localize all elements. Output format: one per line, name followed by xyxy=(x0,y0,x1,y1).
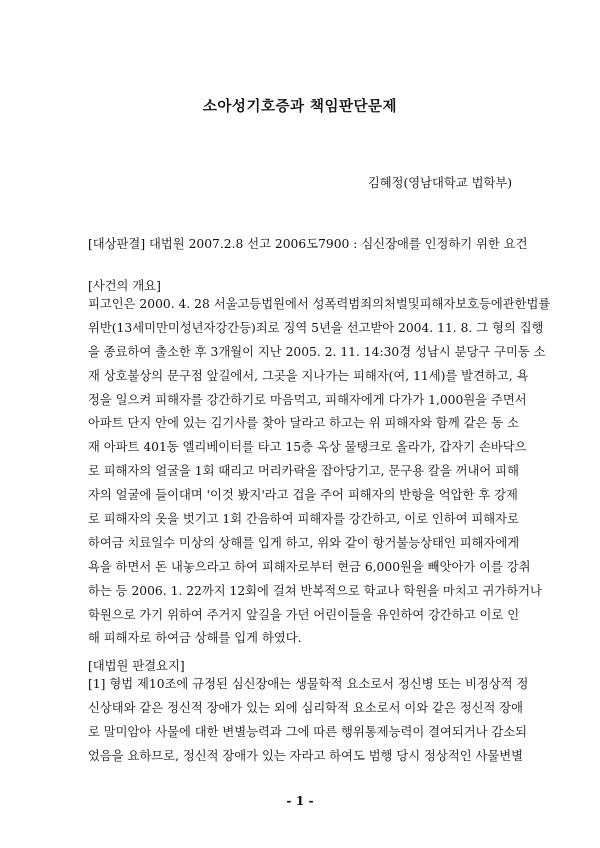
case-reference: [대상판결] 대법원 2007.2.8 선고 2006도7900 : 심신장애를 인정하기 위한 요건 xyxy=(88,237,528,251)
text-line: 자의 얼굴에 들이대며 '이것 봤지'라고 겁을 주어 피해자의 반항을 억압한 후 강제 xyxy=(88,488,518,503)
author-line: 김혜정(영남대학교 법학부) xyxy=(367,176,512,190)
text-line: [1] 형법 제10조에 규정된 심신장애는 생물학적 요소로서 정신병 또는 비정상적 정 xyxy=(88,677,529,691)
text-line: 을 종료하여 출소한 후 3개월이 지난 2005. 2. 11. 14:30경 성남시 분당구 구미동 소 xyxy=(88,344,546,359)
text-line: 하는 등 2006. 1. 22까지 12회에 걸쳐 반복적으로 학교나 학원을 마치고 귀가하거나 xyxy=(88,583,542,598)
text-line: 하여금 치료일수 미상의 상해를 입게 하고, 위와 같이 항거불능상태인 피해자에게 xyxy=(88,535,520,550)
text-line: 로 피해자의 얼굴을 1회 때리고 머리카락을 잡아당기고, 문구용 칼을 꺼내어 피해 xyxy=(88,464,519,479)
text-line: 학원으로 가기 위하여 주거지 앞길을 가던 어린이들을 유인하여 강간하고 이로 인 xyxy=(88,607,520,622)
text-line: 로 말미암아 사물에 대한 변별능력과 그에 따른 행위통제능력이 결여되거나 감소되 xyxy=(88,724,528,739)
document-title: 소아성기호증과 책임판단문제 xyxy=(202,98,398,115)
text-line: 재 아파트 401동 엘리베이터를 타고 15층 옥상 물탱크로 올라가, 갑자기 손바닥으 xyxy=(88,440,527,455)
text-line: 아파트 단지 안에 있는 김기사를 찾아 달라고 하고는 위 피해자와 함께 같은 동 소 xyxy=(88,416,519,431)
text-line: 신상태와 같은 정신적 장애가 있는 외에 심리학적 요소로서 이와 같은 정신적 장애 xyxy=(88,700,523,715)
text-line: 재 상호불상의 문구점 앞길에서, 그곳을 지나가는 피해자(여, 11세)를 발견하고, 욕 xyxy=(88,368,529,383)
text-line: 었음을 요하므로, 정신적 장애가 있는 자라고 하여도 범행 당시 정상적인 사물변별 xyxy=(88,748,523,763)
text-line: 로 피해자의 옷을 벗기고 1회 간음하여 피해자를 강간하고, 이로 인하여 피해자로 xyxy=(88,512,519,527)
case-overview-body xyxy=(88,293,551,651)
text-line: 정을 일으켜 피해자를 강간하기로 마음먹고, 피해자에게 다가가 1,000원을 주면서 xyxy=(88,392,527,407)
section-heading-ruling-summary: [대법원 판결요지] xyxy=(88,659,185,673)
page-number: - 1 - xyxy=(286,793,314,808)
text-line: 위반(13세미만미성년자강간등)죄로 징역 5년을 선고받아 2004. 11. 8. 그 형의 집행 xyxy=(88,320,544,335)
section-heading-case-overview: [사건의 개요] xyxy=(88,279,161,293)
text-line: 욕을 하면서 돈 내놓으라고 하여 피해자로부터 현금 6,000원을 빼앗아가 이를 강취 xyxy=(88,559,531,574)
ruling-summary-body xyxy=(88,673,529,769)
text-line: 피고인은 2000. 4. 28 서울고등법원에서 성폭력범죄의처벌및피해자보호등에관한법률 xyxy=(88,297,551,311)
text-line: 해 피해자로 하여금 상해를 입게 하였다. xyxy=(88,631,302,646)
